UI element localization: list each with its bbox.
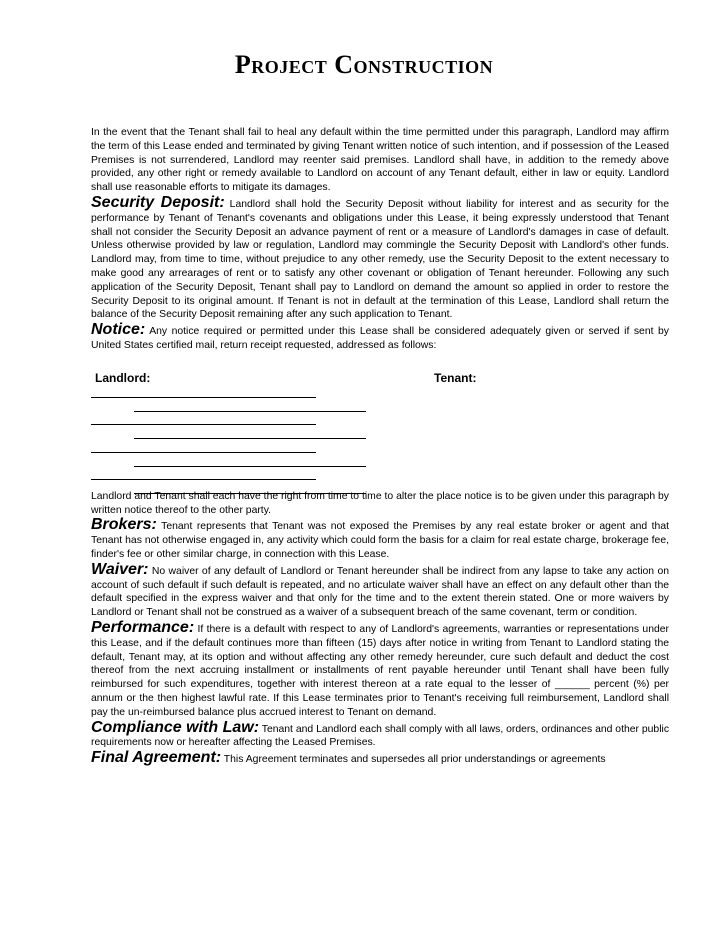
document-body (91, 126, 669, 842)
compliance-section (91, 720, 669, 751)
security-deposit-heading: Security Deposit: (91, 193, 225, 211)
notice-text: Any notice required or permitted under this Lease shall be considered adequately given or served if sent by United States certified mail, return receipt requested, addressed as follows: (91, 326, 669, 351)
address-line (91, 424, 316, 425)
final-agreement-heading: Final Agreement: (91, 749, 222, 767)
waiver-heading: Waiver: (91, 560, 149, 578)
brokers-heading: Brokers: (91, 516, 157, 534)
waiver-text: No waiver of any default of Landlord or Tenant hereunder shall be indirect from any lapse to take any action on account of such default if such default is repeated, and no articulate waiver shall have an effect on any default other than the default specified in the express waiver and that only for the time and to the extent therein stated. One or more waivers by Landlord or Tenant shall not be construed as a waiver of a subsequent breach of the same covenant, term or condition. (91, 565, 669, 619)
final-agreement-text: This Agreement terminates and supersedes all prior understandings or agreements (223, 754, 606, 766)
address-line (91, 452, 316, 453)
brokers-section (91, 517, 669, 561)
notice-heading: Notice: (91, 321, 146, 339)
compliance-text: Tenant and Landlord each shall comply with all laws, orders, ordinances and other public requirements now or hereafter affecting the Leased Premises. (91, 723, 669, 749)
address-line (134, 493, 366, 494)
address-line (134, 438, 366, 439)
performance-text: If there is a default with respect to any of Landlord's agreements, warranties or representations under this Lease, and if the default continues more than fifteen (15) days after notice in writing from Tenant to Landlord stating the default, Tenant may, at its option and without affecting any other remedy hereunder, cure such default and deduct the cost thereof from the next accruing installment or installments of rent payable hereunder until Tenant shall have been fully reimbursed for such expenditures, together with interest thereon at a rate equal to the lesser of ______ percent (%) per annum or the then highest lawful rate. If this Lease terminates prior to Tenant's receiving full reimbursement, Landlord shall pay the un-reimbursed balance plus accrued interest to Tenant on demand. (91, 623, 669, 718)
security-deposit-text: Landlord shall hold the Security Deposit without liability for interest and as security for the performance by Tenant of Tenant's covenants and obligations under this Lease, it being expressly understood that Tenant shall not consider the Security Deposit an advance payment of rent or a measure of Landlord's damages in case of default. Unless otherwise provided by law or regulation, Landlord may commingle the Security Deposit with Landlord's other funds. Landlord may, from time to time, without prejudice to any other remedy, use the Security Deposit to the extent necessary to make good any arrearages of rent or to satisfy any other covenant or obligation of Tenant hereunder. Following any such application of the Security Deposit, Tenant shall pay to Landlord on demand the amount so applied in order to restore the Security Deposit to its original amount. If Tenant is not in default at the termination of this Lease, Landlord shall return the balance of the Security Deposit remaining after any such application to Tenant. (91, 198, 669, 321)
document-title: Project Construction (234, 50, 494, 79)
performance-heading: Performance: (91, 618, 195, 636)
address-line (134, 411, 366, 412)
performance-section (91, 620, 669, 720)
brokers-text: Tenant represents that Tenant was not exposed the Premises by any real estate broker or agent and that Tenant has not otherwise engaged in, any activity which could form the basis for a claim for real estate charge, brokerage fee, finder's fee or other similar charge, in connection with this Lease. (91, 521, 669, 560)
final-agreement-section (91, 750, 669, 767)
address-line (134, 466, 366, 467)
default-paragraph: In the event that the Tenant shall fail to heal any default within the time permitted under this paragraph, Landlord may affirm the term of this Lease ended and terminated by giving Tenant written notice of such intention, and if possession of the Leased Premises is not surrendered, Landlord may reenter said premises. Landlord shall have, in addition to the remedy above provided, any other right or remedy available to Landlord on account of any Tenant default, either in law or equity. Landlord shall use reasonable efforts to mitigate its damages. (91, 127, 669, 194)
tenant-label: Tenant: (434, 370, 477, 385)
compliance-heading: Compliance with Law: (91, 718, 260, 736)
change-notice-paragraph: Landlord and Tenant shall each have the right from time to time to alter the place notice is to be given under this paragraph by written notice thereof to the other party. (91, 490, 669, 516)
security-deposit-section (91, 195, 669, 322)
landlord-label: Landlord: (95, 370, 151, 385)
address-line (91, 479, 316, 480)
address-block (91, 353, 669, 490)
address-line (91, 397, 316, 398)
waiver-section (91, 562, 669, 620)
notice-section (91, 322, 669, 353)
